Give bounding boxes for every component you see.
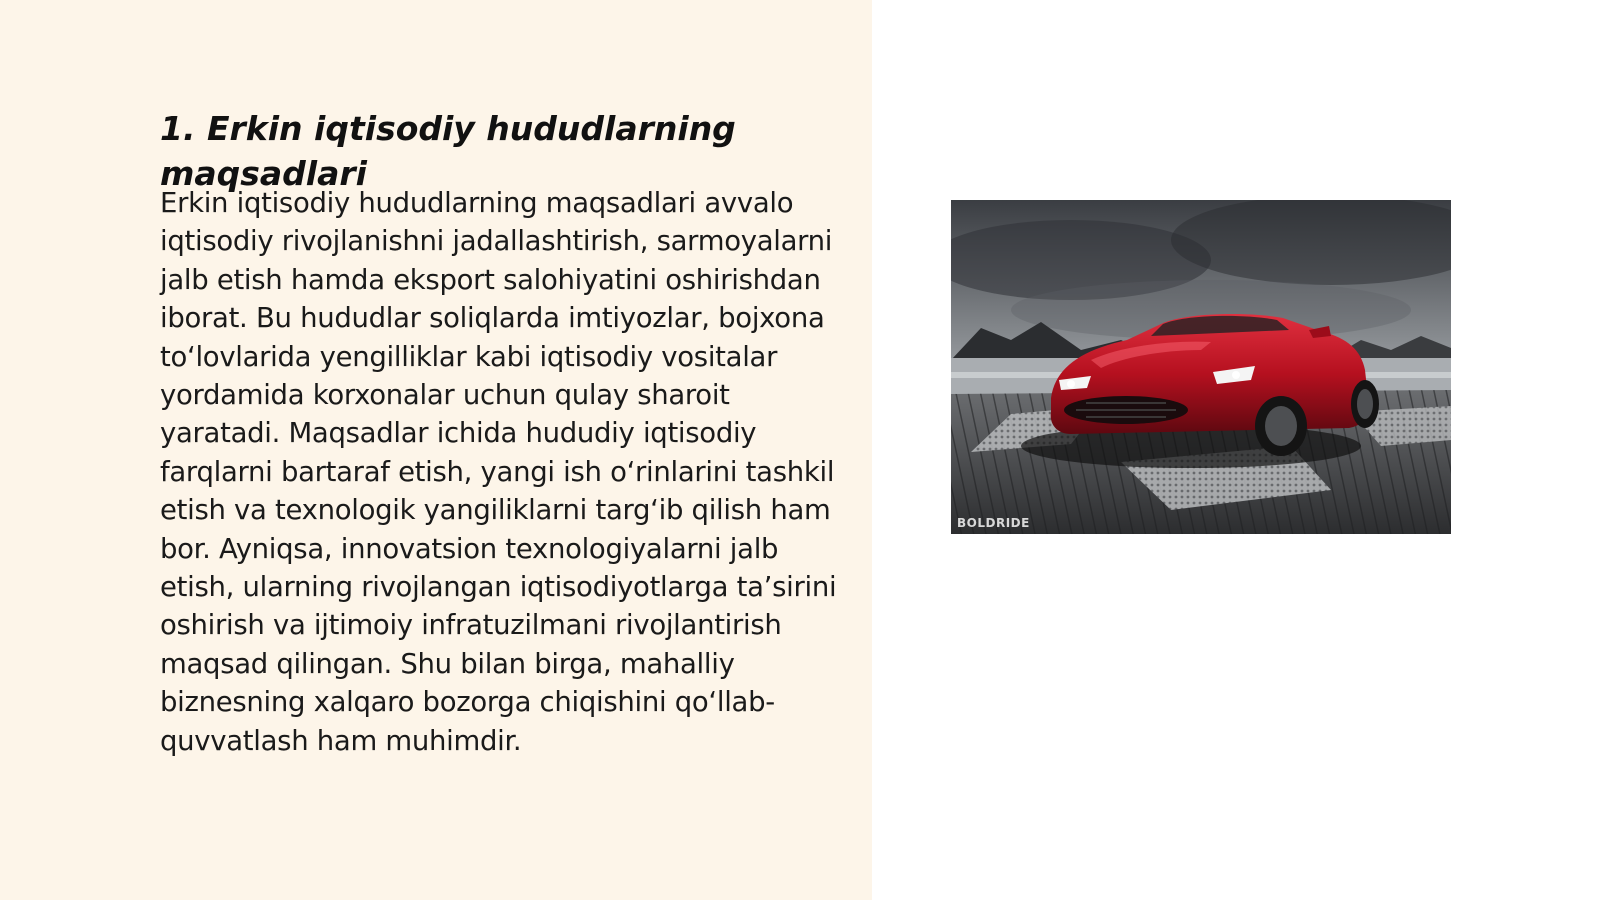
car-photo <box>951 200 1451 534</box>
car-photo-illustration <box>951 200 1451 534</box>
slide-title: 1. Erkin iqtisodiy hududlarning maqsadlari <box>160 109 736 193</box>
slide-body-text: Erkin iqtisodiy hududlarning maqsadlari avvalo iqtisodiy rivojlanishni jadallashtirish, sarmoyalarni jalb etish hamda eksport salohiyatini oshirishdan iborat. Bu hududlar soliqlarda imtiyozlar, bojxona to‘lovlarida yengilliklar kabi iqtisodiy vositalar yordamida korxonalar uchun qulay sharoit yaratadi. Maqsadlar ichida hududiy iqtisodiy farqlarni bartaraf etish, yangi ish o‘rinlarini tashkil etish va texnologik yangiliklarni targ‘ib qilish ham bor. Ayniqsa, innovatsion texnologiyalarni jalb etish, ularning rivojlangan iqtisodiyotlarga ta’sirini oshirish va ijtimoiy infratuzilmani rivojlantirish maqsad qilingan. Shu bilan birga, mahalliy biznesning xalqaro bozorga chiqishini qo‘llab-quvvatlash ham muhimdir. <box>160 187 837 757</box>
photo-watermark: BOLDRIDE <box>957 516 1030 530</box>
